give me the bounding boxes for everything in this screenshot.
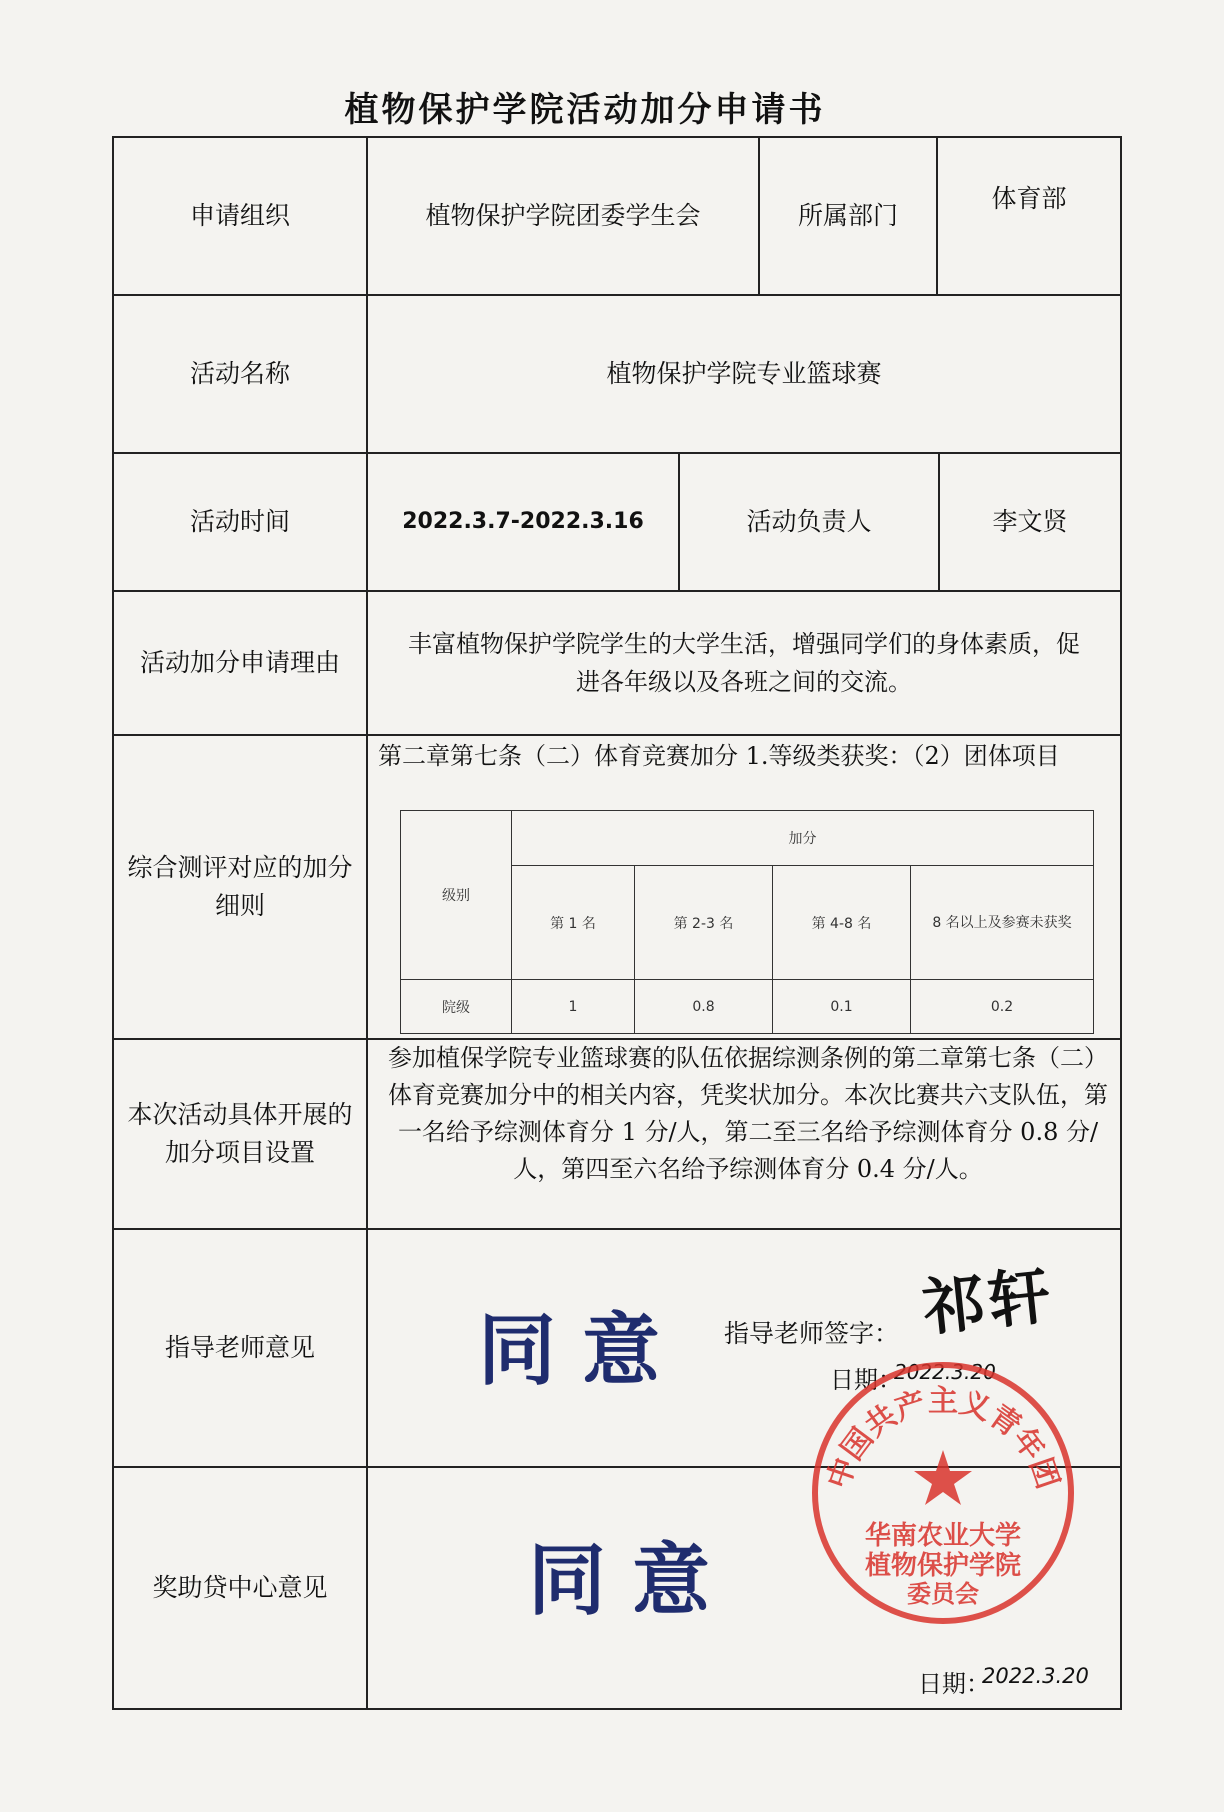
teacher-signature: 祁轩 xyxy=(919,1258,1058,1345)
level-header: 级别 xyxy=(442,888,470,904)
row-items xyxy=(114,1040,1120,1230)
teacher-sign-label: 指导老师签字： xyxy=(724,1319,900,1348)
score-col-2: 第 2-3 名 xyxy=(634,865,772,979)
reason-value: 丰富植物保护学院学生的大学生活，增强同学们的身体素质，促进各年级以及各班之间的交流。 xyxy=(366,592,1120,734)
form-title: 植物保护学院活动加分申请书 xyxy=(344,90,826,130)
score-val-3: 0.1 xyxy=(772,979,910,1033)
row-rules xyxy=(114,736,1120,1040)
score-header: 加分 xyxy=(511,811,1093,865)
items-label: 本次活动具体开展的加分项目设置 xyxy=(127,1100,353,1167)
stamp-line-2: 植物保护学院 xyxy=(864,1551,1022,1581)
teacher-date: 2022.3.20 xyxy=(894,1360,996,1384)
center-date: 2022.3.20 xyxy=(982,1664,1089,1688)
row-reason xyxy=(114,592,1120,736)
score-col-3: 第 4-8 名 xyxy=(772,865,910,979)
time-label: 活动时间 xyxy=(189,507,290,536)
center-opinion: 同意 xyxy=(528,1535,737,1626)
score-val-1: 1 xyxy=(511,979,634,1033)
score-val-4: 0.2 xyxy=(910,979,1093,1033)
org-value: 植物保护学院团委学生会 xyxy=(366,138,758,294)
row-organization xyxy=(114,138,1120,296)
time-value: 2022.3.7-2022.3.16 xyxy=(366,454,678,590)
score-table xyxy=(400,810,1094,1034)
score-col-4: 8 名以上及参赛未获奖 xyxy=(910,865,1093,979)
score-col-1: 第 1 名 xyxy=(511,865,634,979)
teacher-label: 指导老师意见 xyxy=(164,1333,315,1362)
items-value: 参加植保学院专业篮球赛的队伍依据综测条例的第二章第七条（二）体育竞赛加分中的相关内容，凭奖状加分。本次比赛共六支队伍，第一名给予综测体育分 1 分/人，第二至三名给予综测体育分 0.8 分/人，第四至六名给予综测体育分 0.4 分/人。 xyxy=(388,1044,1108,1183)
rule-value: 第二章第七条（二）体育竞赛加分 1.等级类获奖：（2）团体项目 xyxy=(378,742,1060,770)
center-label: 奖助贷中心意见 xyxy=(152,1573,328,1602)
dept-value: 体育部 xyxy=(936,138,1120,294)
org-label: 申请组织 xyxy=(189,201,290,230)
row-activity-time xyxy=(114,454,1120,592)
row-activity-name xyxy=(114,296,1120,454)
teacher-opinion: 同意 xyxy=(478,1305,687,1396)
score-val-2: 0.8 xyxy=(634,979,772,1033)
leader-label: 活动负责人 xyxy=(678,454,938,590)
score-row-label: 院级 xyxy=(401,979,511,1033)
leader-value: 李文贤 xyxy=(938,454,1120,590)
official-stamp-icon xyxy=(808,1358,1078,1628)
dept-label: 所属部门 xyxy=(758,138,936,294)
name-label: 活动名称 xyxy=(189,359,290,388)
rule-label: 综合测评对应的加分细则 xyxy=(127,853,353,920)
teacher-date-label: 日期： xyxy=(830,1366,902,1394)
stamp-line-3: 委员会 xyxy=(907,1580,979,1608)
name-value: 植物保护学院专业篮球赛 xyxy=(366,296,1120,452)
stamp-top-text: 中国共产主义青年团 xyxy=(820,1383,1066,1494)
stamp-line-1: 华南农业大学 xyxy=(864,1521,1022,1551)
reason-label: 活动加分申请理由 xyxy=(139,648,340,677)
center-date-label: 日期： xyxy=(918,1670,990,1698)
